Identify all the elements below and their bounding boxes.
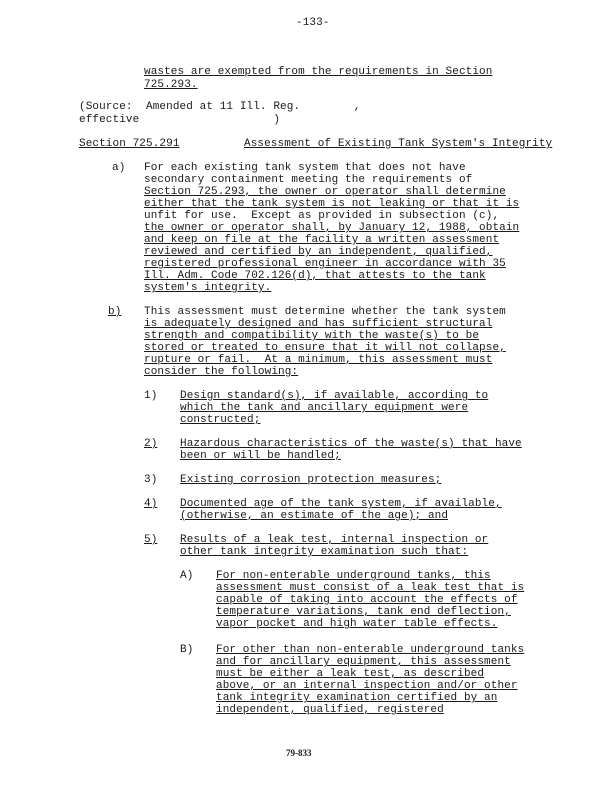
section-number: Section 725.291 [79, 138, 180, 150]
subsection-a-line: the owner or operator shall, by January 12, 1988, obtain [144, 222, 520, 234]
item-5-line: other tank integrity examination such that: [180, 546, 469, 558]
subsection-b-line: rupture or fail. At a minimum, this assessment must [144, 354, 493, 366]
subsection-a-line: For each existing tank system that does not have [144, 162, 466, 174]
subsection-a-line: secondary containment meeting the requirements of [144, 174, 473, 186]
item-1-line: constructed; [180, 414, 261, 426]
item-4-line: (otherwise, an estimate of the age); and [180, 510, 449, 522]
subitem-a-line: vapor pocket and high water table effects. [216, 618, 498, 630]
subitem-b-marker: B) [180, 644, 194, 656]
section-title: Assessment of Existing Tank System's Integrity [244, 138, 553, 150]
source-line-2: effective ) [79, 114, 281, 126]
item-3-marker: 3) [144, 474, 158, 486]
subsection-a-line: reviewed and certified by an independent, qualified, [144, 246, 493, 258]
subitem-b-line: tank integrity examination certified by an [216, 692, 498, 704]
subsection-a-line: unfit for use. Except as provided in subsection (c), [144, 210, 500, 222]
subitem-a-marker: A) [180, 570, 194, 582]
subsection-a-line: system's integrity. [144, 282, 272, 294]
item-1-marker: 1) [144, 390, 158, 402]
subsection-b-line: This assessment must determine whether the tank system [144, 306, 506, 318]
subsection-b-line: consider the following: [144, 366, 299, 378]
item-5-line: Results of a leak test, internal inspection or [180, 534, 489, 546]
subitem-a-line: For non-enterable underground tanks, this [216, 570, 491, 582]
item-3-line: Existing corrosion protection measures; [180, 474, 442, 486]
subsection-a-line: registered professional engineer in accordance with 35 [144, 258, 506, 270]
subitem-a-line: capable of taking into account the effects of [216, 594, 518, 606]
subitem-b-line: independent, qualified, registered [216, 704, 444, 716]
item-5-marker: 5) [144, 534, 158, 546]
subsection-b-line: stored or treated to ensure that it will not collapse, [144, 342, 506, 354]
item-2-line: Hazardous characteristics of the waste(s) that have [180, 438, 522, 450]
item-4-marker: 4) [144, 498, 158, 510]
item-1-line: which the tank and ancillary equipment were [180, 402, 469, 414]
subsection-b-line: is adequately designed and has sufficient structural [144, 318, 493, 330]
subsection-a-line: Ill. Adm. Code 702.126(d), that attests to the tank [144, 270, 486, 282]
subsection-a-marker: a) [112, 162, 126, 174]
subitem-a-line: temperature variations, tank end deflection, [216, 606, 511, 618]
subitem-b-line: must be either a leak test, as described [216, 668, 485, 680]
subsection-b-marker: b) [108, 306, 122, 318]
page-footer: 79-833 [286, 748, 312, 758]
item-1-line: Design standard(s), if available, according to [180, 390, 489, 402]
subitem-b-line: For other than non-enterable underground tanks [216, 644, 525, 656]
intro-line-1: wastes are exempted from the requirements in Section [144, 66, 493, 78]
subitem-b-line: above, or an internal inspection and/or other [216, 680, 518, 692]
source-line-1: (Source: Amended at 11 Ill. Reg. , [79, 101, 361, 113]
subsection-b-line: strength and compatibility with the waste(s) to be [144, 330, 480, 342]
subitem-a-line: assessment must consist of a leak test that is [216, 582, 525, 594]
item-2-marker: 2) [144, 438, 158, 450]
intro-line-2: 725.293. [144, 79, 198, 91]
subsection-a-line: and keep on file at the facility a written assessment [144, 234, 500, 246]
subsection-a-line: Section 725.293, the owner or operator shall determine [144, 186, 506, 198]
item-4-line: Documented age of the tank system, if available, [180, 498, 502, 510]
page-number: -133- [296, 17, 330, 29]
subitem-b-line: and for ancillary equipment, this assessment [216, 656, 511, 668]
item-2-line: been or will be handled; [180, 450, 341, 462]
subsection-a-line: either that the tank system is not leaking or that it is [144, 198, 520, 210]
